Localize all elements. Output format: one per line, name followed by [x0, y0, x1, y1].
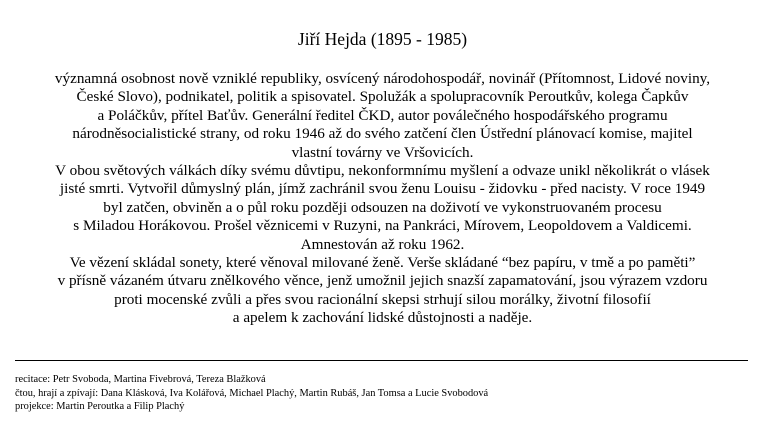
biography-line: proti mocenské zvůli a přes svou racionální skepsi strhují silou morálky, životní filosofií: [114, 290, 651, 308]
biography-line: jisté smrti. Vytvořil důmyslný plán, jímž zachránil svou ženu Louisu - židovku - před nacisty. V roce 1949: [59, 180, 706, 198]
credit-line: projekce: Martin Peroutka a Filip Plachý: [15, 401, 185, 413]
biography-line: Ve vězení skládal sonety, které věnoval milované ženě. Verše skládané “bez papíru, v tmě a po paměti”: [69, 254, 696, 272]
biography-line: významná osobnost nově vzniklé republiky, osvícený národohospodář, novinář (Přítomnost, Lidové noviny,: [54, 70, 711, 87]
biography-line: a apelem k zachování lidské důstojnosti a naděje.: [232, 309, 533, 327]
biography-line: V obou světových válkách díky svému důvtipu, nekonformnímu myšlení a odvaze unikl několikrát o vlásek: [55, 162, 710, 180]
biography-line: národněsocialistické strany, od roku 1946 až do svého zatčení člen Ústřední plánovací komise, majitel: [72, 125, 693, 143]
credit-line: recitace: Petr Svoboda, Martina Fivebrová, Tereza Blažková: [15, 374, 266, 385]
biography-line: České Slovo), podnikatel, politik a spisovatel. Spolužák a spolupracovník Peroutkův, kolega Čapkův: [76, 88, 689, 106]
biography-line: Amnestován až roku 1962.: [300, 235, 465, 253]
biography-line: byl zatčen, obviněn a o půl roku později odsouzen na doživotí ve vykonstruovaném procesu: [103, 198, 662, 216]
credit-line: čtou, hrají a zpívají: Dana Klásková, Iva Kolářová, Michael Plachý, Martin Rubáš, Jan Tomsa a Lucie Svobodová: [15, 387, 489, 399]
biography-line: a Poláčkův, přítel Baťův. Generální ředitel ČKD, autor poválečného hospodářského programu: [97, 106, 668, 124]
biography-line: v přísně vázaném útvaru znělkového věnce, jenž umožnil jejich snazší zapamatování, jsou výrazem vzdoru: [57, 272, 708, 290]
biography-line: s Miladou Horákovou. Prošel věznicemi v Ruzyni, na Pankráci, Mírovem, Leopoldovem a Valdicemi.: [73, 217, 692, 235]
biography-text: [0, 70, 765, 328]
credits: [15, 373, 488, 414]
document-title: Jiří Hejda (1895 - 1985): [297, 29, 468, 49]
biography-line: vlastní továrny ve Vršovicích.: [291, 143, 474, 161]
divider: [15, 360, 748, 361]
